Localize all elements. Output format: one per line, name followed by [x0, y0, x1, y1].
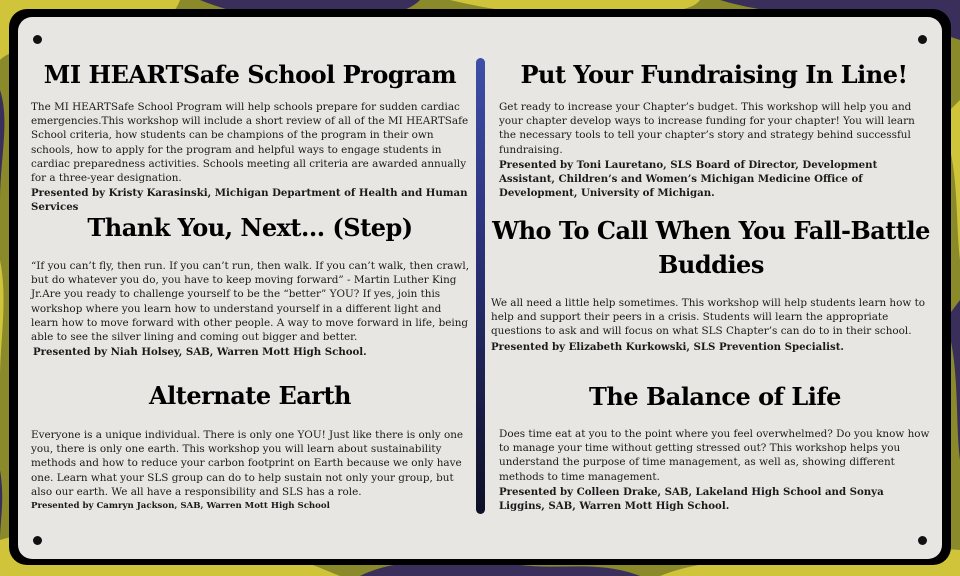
workshop-title: MI HEARTSafe School Program [43, 60, 457, 89]
corner-dot-top-right [918, 35, 927, 44]
workshop-presenter: Presented by Toni Lauretano, SLS Board of Director, Development Assistant, Children’s and Women’s Michigan Medicine Office of Development, University of Michigan. [499, 158, 878, 200]
workshop-description: Get ready to increase your Chapter’s budget. This workshop will help you and your chapter develop ways to increase funding for your chapter! You will learn the necessary tools to tell your chapter’s story and strategy behind successful fundraising. [499, 101, 915, 156]
workshop-fundraising [499, 60, 929, 200]
corner-dot-top-left [33, 35, 42, 44]
workshop-thank-you-next [31, 212, 469, 359]
workshop-description: Does time eat at you to the point where you feel overwhelmed? Do you know how to manage your time without getting stressed out? This workshop helps you understand the purpose of time management, as well as, showing different methods to time management. [499, 428, 930, 483]
corner-dot-bottom-right [918, 536, 927, 545]
workshop-title: Who To Call When You Fall-Battle Buddies [492, 216, 930, 279]
workshop-title: Thank You, Next... (Step) [87, 213, 413, 242]
workshop-presenter: Presented by Niah Holsey, SAB, Warren Mott High School. [33, 346, 367, 359]
workshop-description: The MI HEARTSafe School Program will help schools prepare for sudden cardiac emergencies.This workshop will include a short review of all of the MI HEARTSafe School criteria, how students can be champions of the program in their own schools, how to apply for the program and helpful ways to engage students in cardiac preparedness activities. Schools meeting all criteria are awarded annually for a three-year designation. [31, 101, 469, 185]
workshop-description: Everyone is a unique individual. There is only one YOU! Just like there is only one you, there is only one earth. This workshop you will learn about sustainability methods and how to reduce your carbon footprint on Earth because we only have one. Learn what your SLS group can do to help sustain not only your group, but also our earth. We all have a responsibility and SLS has a role. [31, 429, 464, 498]
workshop-title: The Balance of Life [589, 382, 841, 411]
workshop-presenter: Presented by Kristy Karasinski, Michigan Department of Health and Human Services [31, 187, 468, 214]
workshop-title: Put Your Fundraising In Line! [520, 60, 908, 89]
workshop-presenter: Presented by Elizabeth Kurkowski, SLS Prevention Specialist. [491, 340, 844, 353]
workshop-alternate-earth [31, 380, 469, 513]
workshop-presenter: Presented by Colleen Drake, SAB, Lakeland High School and Sonya Liggins, SAB, Warren Mott High School. [499, 485, 884, 513]
workshop-title: Alternate Earth [149, 381, 351, 410]
workshop-balance-of-life [499, 381, 931, 513]
workshop-presenter: Presented by Camryn Jackson, SAB, Warren Mott High School [31, 501, 330, 512]
workshop-description: We all need a little help sometimes. This workshop will help students learn how to help and support their peers in a crisis. Students will learn the appropriate questions to ask and will focus on what SLS Chapter’s can do to in their school. [491, 297, 926, 338]
column-divider [476, 58, 485, 514]
workshop-battle-buddies [491, 214, 931, 354]
workshop-description: “If you can’t fly, then run. If you can’t run, then walk. If you can’t walk, then crawl, but do whatever you do, you have to keep moving forward” - Martin Luther King Jr.Are you ready to challenge yourself to be the “better” YOU? If yes, join this workshop where you learn how to understand yourself in a different light and learn how to move forward with other people. A way to move forward in life, being able to see the silver lining and coming out bigger and better. [31, 260, 469, 344]
corner-dot-bottom-left [33, 536, 42, 545]
workshop-heartsafe [31, 60, 469, 215]
